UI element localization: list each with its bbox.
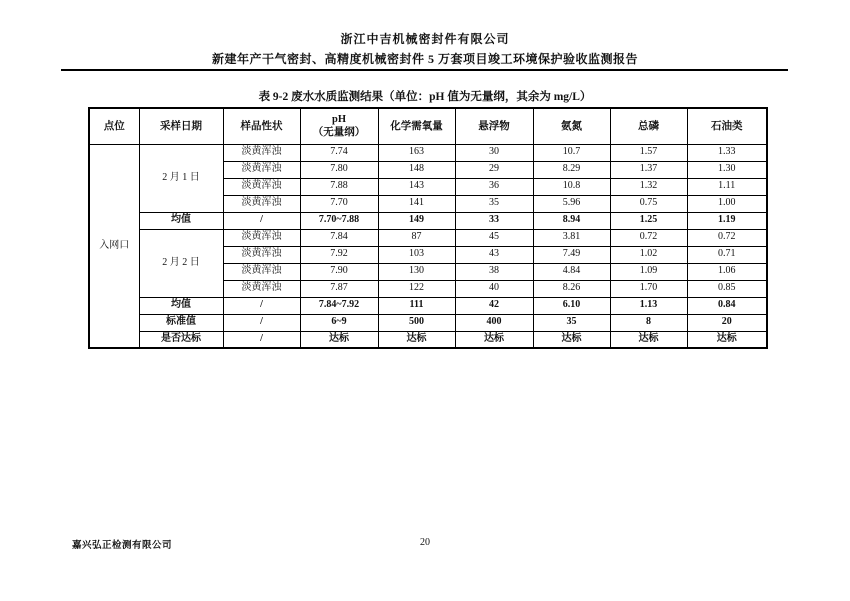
cell-ph: 达标 [300, 331, 378, 348]
cell-oil: 20 [687, 314, 767, 331]
cell-appearance: / [223, 314, 300, 331]
average-row [89, 212, 767, 229]
cell-nh3n: 3.81 [533, 229, 610, 246]
cell-cod: 141 [378, 195, 455, 212]
standard-value-row [89, 314, 767, 331]
cell-cod: 149 [378, 212, 455, 229]
cell-oil: 0.84 [687, 297, 767, 314]
cell-tp: 0.75 [610, 195, 687, 212]
cell-nh3n: 5.96 [533, 195, 610, 212]
cell-ph: 7.88 [300, 178, 378, 195]
cell-ss: 38 [455, 263, 533, 280]
cell-oil: 0.71 [687, 246, 767, 263]
cell-ss: 45 [455, 229, 533, 246]
cell-oil: 1.30 [687, 161, 767, 178]
cell-ss: 29 [455, 161, 533, 178]
cell-avg-label: 均值 [139, 212, 223, 229]
cell-ss: 42 [455, 297, 533, 314]
cell-appearance: / [223, 212, 300, 229]
report-title: 新建年产干气密封、高精度机械密封件 5 万套项目竣工环境保护验收监测报告 [211, 52, 638, 66]
cell-tp: 1.13 [610, 297, 687, 314]
cell-appearance: 淡黄浑浊 [223, 246, 300, 263]
cell-appearance: / [223, 297, 300, 314]
cell-tp: 1.32 [610, 178, 687, 195]
cell-cod: 163 [378, 144, 455, 161]
cell-appearance: 淡黄浑浊 [223, 280, 300, 297]
col-header-total-phosphorus: 总磷 [610, 108, 687, 144]
cell-oil: 0.85 [687, 280, 767, 297]
col-header-ph [300, 108, 378, 144]
col-header-sampling-date: 采样日期 [139, 108, 223, 144]
cell-nh3n: 4.84 [533, 263, 610, 280]
cell-cod: 122 [378, 280, 455, 297]
cell-ph: 7.70 [300, 195, 378, 212]
cell-tp: 1.25 [610, 212, 687, 229]
cell-oil: 1.33 [687, 144, 767, 161]
col-header-ammonia-nitrogen: 氨氮 [533, 108, 610, 144]
col-header-suspended-solids: 悬浮物 [455, 108, 533, 144]
cell-ph: 6~9 [300, 314, 378, 331]
cell-appearance: 淡黄浑浊 [223, 263, 300, 280]
cell-cod: 143 [378, 178, 455, 195]
cell-nh3n: 10.8 [533, 178, 610, 195]
cell-nh3n: 8.29 [533, 161, 610, 178]
company-name: 浙江中吉机械密封件有限公司 [340, 32, 510, 46]
cell-nh3n: 35 [533, 314, 610, 331]
col-header-site: 点位 [89, 108, 139, 144]
wastewater-monitoring-table [88, 107, 768, 349]
cell-cod: 达标 [378, 331, 455, 348]
cell-cod: 500 [378, 314, 455, 331]
cell-cod: 130 [378, 263, 455, 280]
footer-company: 嘉兴弘正检测有限公司 [72, 541, 173, 551]
cell-oil: 达标 [687, 331, 767, 348]
cell-tp: 1.57 [610, 144, 687, 161]
cell-ss: 33 [455, 212, 533, 229]
cell-standard-label: 标准值 [139, 314, 223, 331]
cell-appearance: / [223, 331, 300, 348]
cell-date: 2 月 1 日 [139, 144, 223, 212]
cell-site: 入网口 [89, 144, 139, 348]
table-header-row [89, 108, 767, 144]
cell-tp: 0.72 [610, 229, 687, 246]
cell-oil: 1.00 [687, 195, 767, 212]
col-header-petroleum: 石油类 [687, 108, 767, 144]
cell-oil: 1.19 [687, 212, 767, 229]
cell-nh3n: 8.26 [533, 280, 610, 297]
page-number: 20 [420, 537, 430, 548]
cell-cod: 103 [378, 246, 455, 263]
cell-ph: 7.84~7.92 [300, 297, 378, 314]
cell-ss: 36 [455, 178, 533, 195]
cell-appearance: 淡黄浑浊 [223, 161, 300, 178]
cell-ph: 7.74 [300, 144, 378, 161]
cell-tp: 8 [610, 314, 687, 331]
cell-tp: 1.70 [610, 280, 687, 297]
ph-header-line2: （无量纲） [312, 127, 366, 139]
compliance-row [89, 331, 767, 348]
cell-tp: 达标 [610, 331, 687, 348]
cell-cod: 87 [378, 229, 455, 246]
cell-nh3n: 7.49 [533, 246, 610, 263]
cell-ph: 7.92 [300, 246, 378, 263]
cell-ss: 达标 [455, 331, 533, 348]
cell-avg-label: 均值 [139, 297, 223, 314]
col-header-sample-appearance: 样品性状 [223, 108, 300, 144]
cell-oil: 0.72 [687, 229, 767, 246]
cell-appearance: 淡黄浑浊 [223, 178, 300, 195]
cell-date: 2 月 2 日 [139, 229, 223, 297]
cell-appearance: 淡黄浑浊 [223, 229, 300, 246]
cell-nh3n: 达标 [533, 331, 610, 348]
cell-appearance: 淡黄浑浊 [223, 144, 300, 161]
cell-ss: 40 [455, 280, 533, 297]
cell-ph: 7.87 [300, 280, 378, 297]
cell-compliance-label: 是否达标 [139, 331, 223, 348]
cell-oil: 1.11 [687, 178, 767, 195]
table-title: 表 9-2 废水水质监测结果（单位：pH 值为无量纲，其余为 mg/L） [258, 91, 592, 103]
cell-ss: 35 [455, 195, 533, 212]
cell-ss: 400 [455, 314, 533, 331]
cell-ss: 30 [455, 144, 533, 161]
header-rule [61, 69, 788, 71]
cell-cod: 148 [378, 161, 455, 178]
average-row [89, 297, 767, 314]
col-header-cod: 化学需氧量 [378, 108, 455, 144]
cell-nh3n: 8.94 [533, 212, 610, 229]
ph-header-line1: pH [331, 113, 346, 125]
table-row [89, 144, 767, 161]
cell-oil: 1.06 [687, 263, 767, 280]
cell-appearance: 淡黄浑浊 [223, 195, 300, 212]
cell-ph: 7.90 [300, 263, 378, 280]
cell-nh3n: 10.7 [533, 144, 610, 161]
cell-nh3n: 6.10 [533, 297, 610, 314]
table-row [89, 229, 767, 246]
cell-ph: 7.84 [300, 229, 378, 246]
cell-tp: 1.09 [610, 263, 687, 280]
cell-ph: 7.70~7.88 [300, 212, 378, 229]
cell-cod: 111 [378, 297, 455, 314]
cell-tp: 1.37 [610, 161, 687, 178]
cell-ph: 7.80 [300, 161, 378, 178]
cell-tp: 1.02 [610, 246, 687, 263]
cell-ss: 43 [455, 246, 533, 263]
